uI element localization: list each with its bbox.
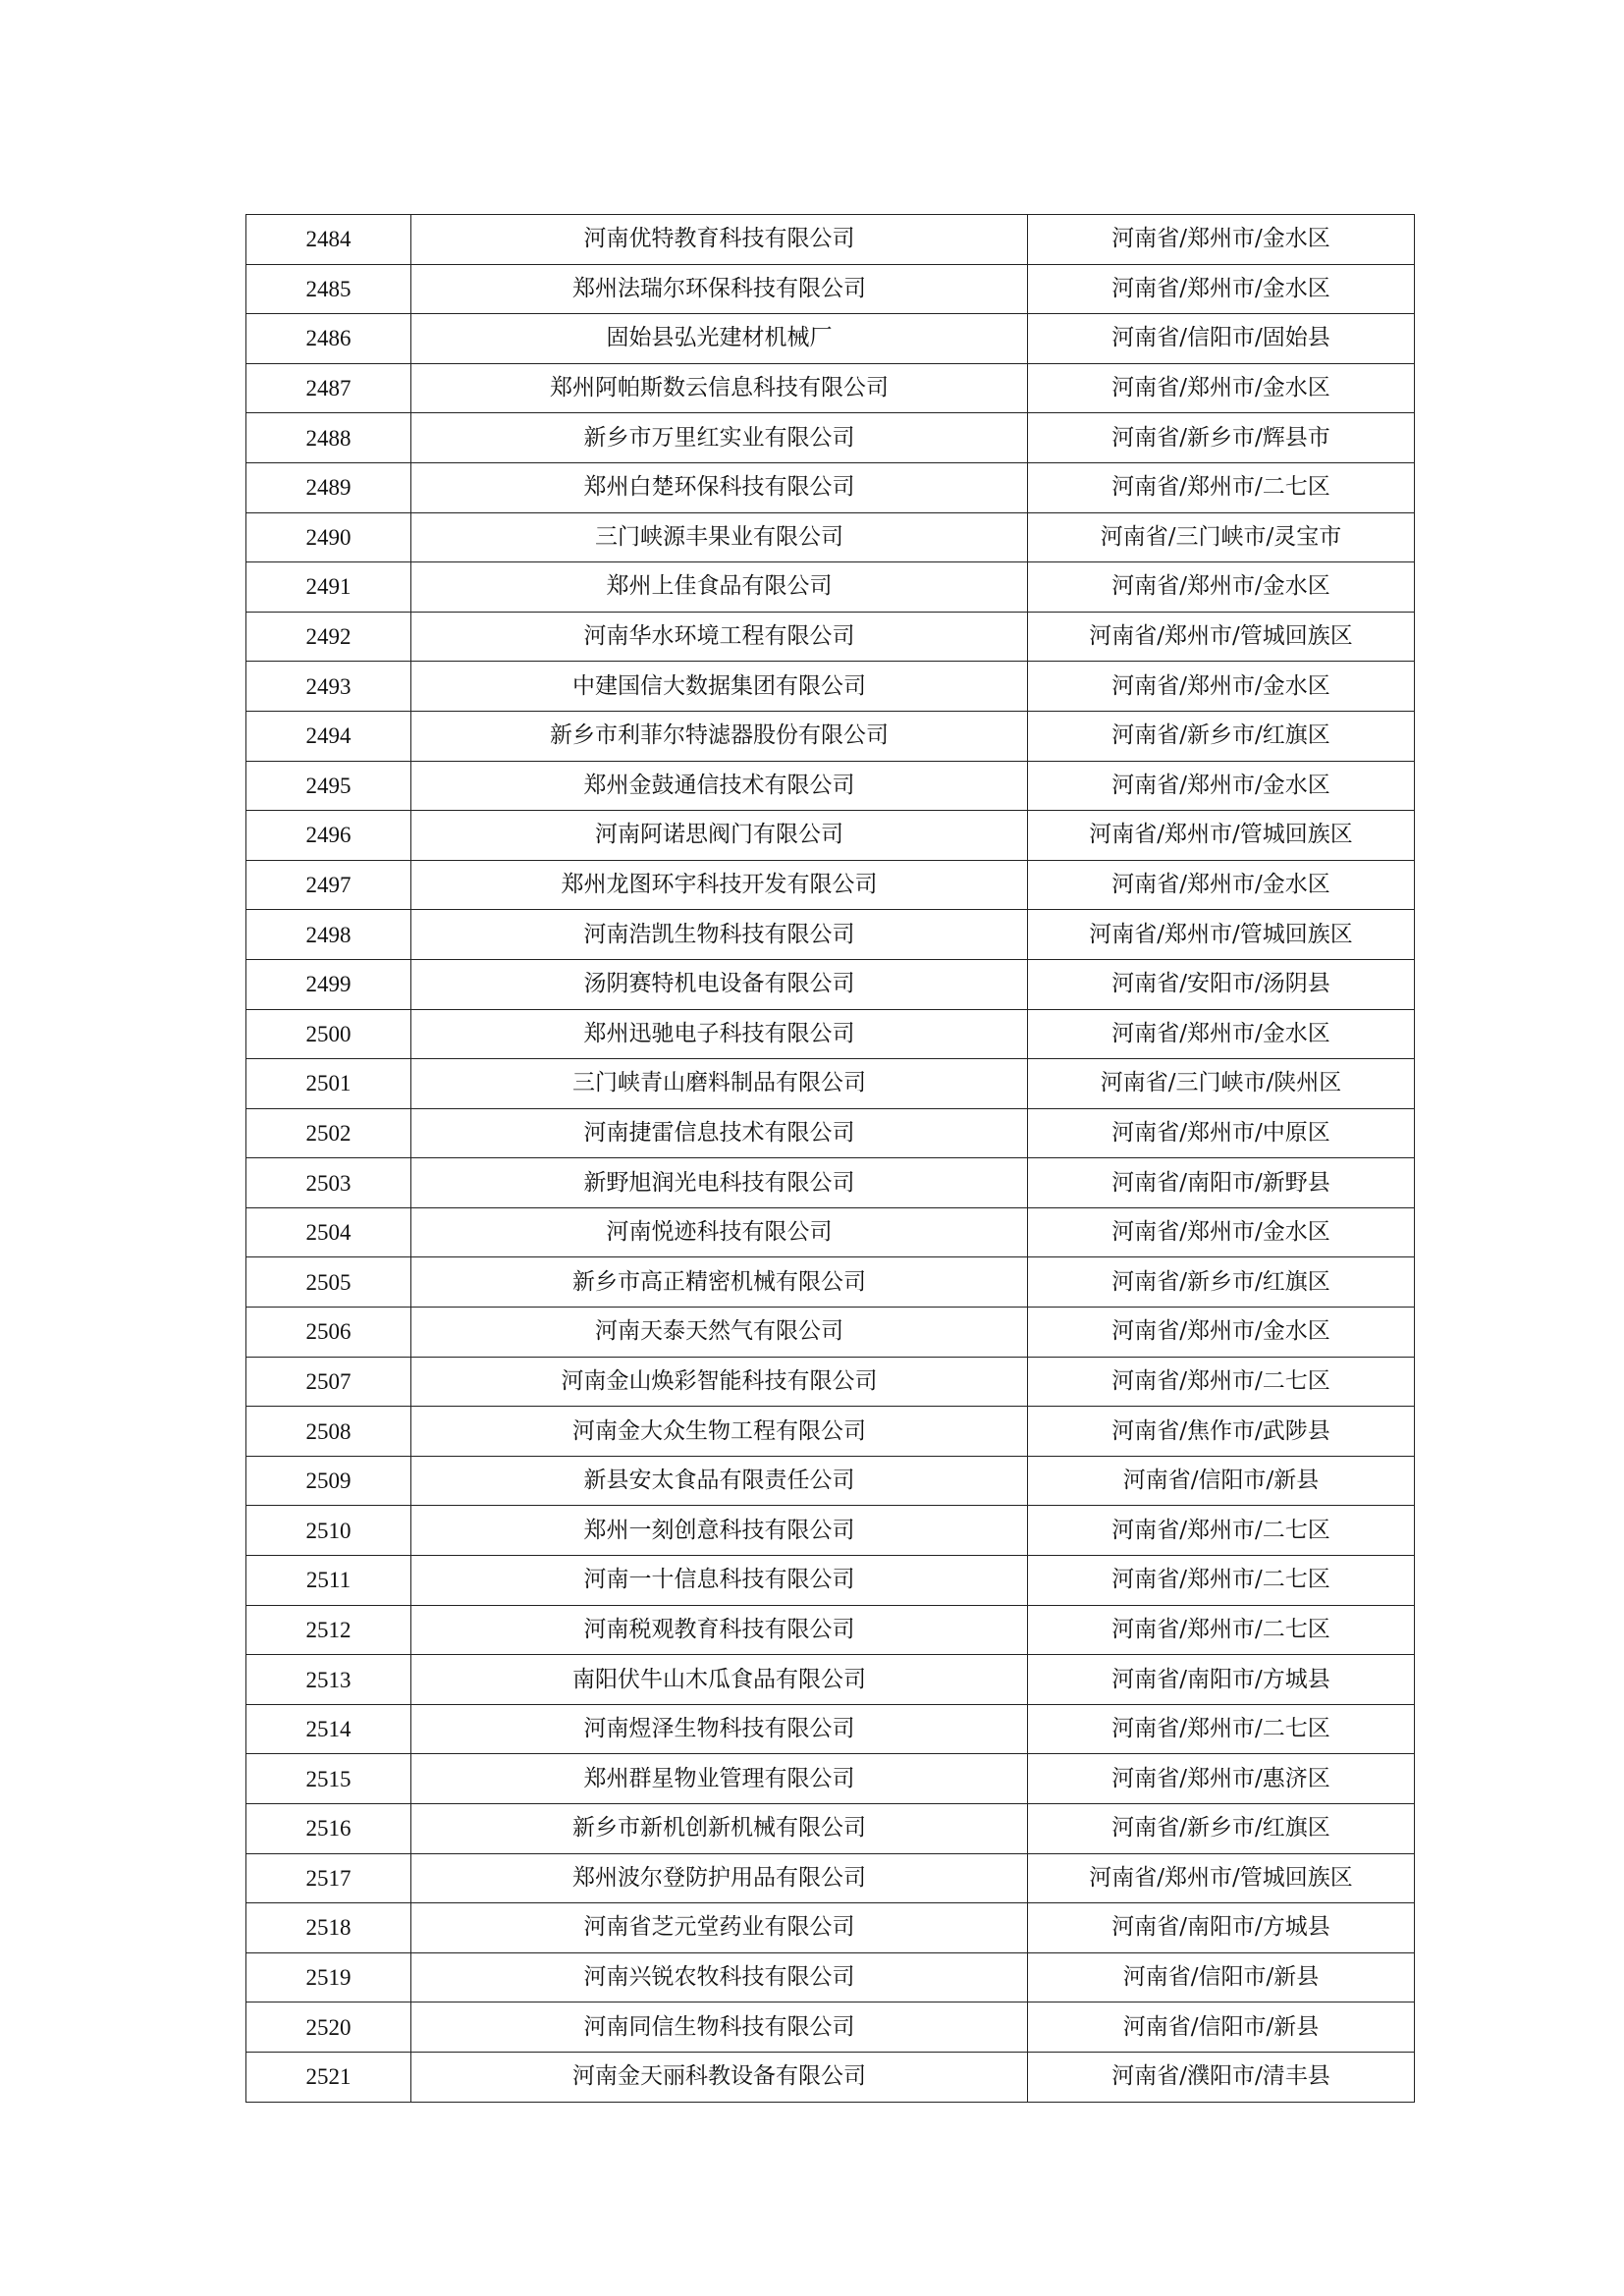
row-number-cell: 2494	[246, 711, 411, 761]
table-row	[246, 811, 1415, 861]
company-list-table	[245, 214, 1415, 2103]
company-name-cell: 新乡市万里红实业有限公司	[411, 413, 1028, 463]
row-number-cell: 2520	[246, 2002, 411, 2053]
company-name-cell: 固始县弘光建材机械厂	[411, 314, 1028, 364]
region-cell: 河南省/郑州市/二七区	[1028, 1357, 1415, 1407]
row-number-cell: 2507	[246, 1357, 411, 1407]
row-number-cell: 2518	[246, 1903, 411, 1953]
company-name-cell: 河南金大众生物工程有限公司	[411, 1407, 1028, 1457]
table-row	[246, 1704, 1415, 1754]
region-cell: 河南省/郑州市/二七区	[1028, 1506, 1415, 1556]
table-row	[246, 1257, 1415, 1308]
row-number-cell: 2492	[246, 612, 411, 662]
region-cell: 河南省/信阳市/新县	[1028, 1952, 1415, 2002]
company-name-cell: 新乡市新机创新机械有限公司	[411, 1804, 1028, 1854]
table-row	[246, 662, 1415, 712]
region-cell: 河南省/郑州市/中原区	[1028, 1108, 1415, 1158]
row-number-cell: 2504	[246, 1207, 411, 1257]
company-name-cell: 郑州法瑞尔环保科技有限公司	[411, 264, 1028, 314]
company-name-cell: 河南优特教育科技有限公司	[411, 215, 1028, 265]
table-row	[246, 1605, 1415, 1655]
table-row	[246, 1308, 1415, 1358]
row-number-cell: 2487	[246, 363, 411, 413]
row-number-cell: 2517	[246, 1853, 411, 1903]
region-cell: 河南省/安阳市/汤阴县	[1028, 959, 1415, 1009]
company-name-cell: 河南煜泽生物科技有限公司	[411, 1704, 1028, 1754]
company-name-cell: 郑州白楚环保科技有限公司	[411, 462, 1028, 512]
region-cell: 河南省/郑州市/惠济区	[1028, 1754, 1415, 1804]
row-number-cell: 2511	[246, 1556, 411, 1606]
company-name-cell: 郑州金鼓通信技术有限公司	[411, 761, 1028, 811]
company-name-cell: 郑州阿帕斯数云信息科技有限公司	[411, 363, 1028, 413]
region-cell: 河南省/郑州市/金水区	[1028, 264, 1415, 314]
table-row	[246, 2002, 1415, 2053]
company-name-cell: 河南阿诺思阀门有限公司	[411, 811, 1028, 861]
table-row	[246, 215, 1415, 265]
company-list-body	[246, 215, 1415, 2103]
company-name-cell: 河南悦迹科技有限公司	[411, 1207, 1028, 1257]
region-cell: 河南省/郑州市/二七区	[1028, 1605, 1415, 1655]
row-number-cell: 2489	[246, 462, 411, 512]
row-number-cell: 2515	[246, 1754, 411, 1804]
region-cell: 河南省/郑州市/金水区	[1028, 1009, 1415, 1059]
table-row	[246, 1009, 1415, 1059]
row-number-cell: 2512	[246, 1605, 411, 1655]
row-number-cell: 2505	[246, 1257, 411, 1308]
row-number-cell: 2484	[246, 215, 411, 265]
table-row	[246, 761, 1415, 811]
table-row	[246, 1456, 1415, 1506]
region-cell: 河南省/三门峡市/灵宝市	[1028, 512, 1415, 562]
table-row	[246, 2052, 1415, 2102]
company-name-cell: 河南天泰天然气有限公司	[411, 1308, 1028, 1358]
company-name-cell: 新乡市利菲尔特滤器股份有限公司	[411, 711, 1028, 761]
company-name-cell: 河南金山焕彩智能科技有限公司	[411, 1357, 1028, 1407]
table-row	[246, 612, 1415, 662]
region-cell: 河南省/郑州市/金水区	[1028, 1207, 1415, 1257]
region-cell: 河南省/新乡市/红旗区	[1028, 1804, 1415, 1854]
table-row	[246, 1108, 1415, 1158]
company-name-cell: 郑州龙图环宇科技开发有限公司	[411, 860, 1028, 910]
table-row	[246, 462, 1415, 512]
region-cell: 河南省/郑州市/金水区	[1028, 860, 1415, 910]
row-number-cell: 2488	[246, 413, 411, 463]
company-name-cell: 中建国信大数据集团有限公司	[411, 662, 1028, 712]
company-name-cell: 河南税观教育科技有限公司	[411, 1605, 1028, 1655]
table-row	[246, 1506, 1415, 1556]
company-name-cell: 郑州群星物业管理有限公司	[411, 1754, 1028, 1804]
company-name-cell: 河南省芝元堂药业有限公司	[411, 1903, 1028, 1953]
region-cell: 河南省/南阳市/方城县	[1028, 1903, 1415, 1953]
table-row	[246, 1804, 1415, 1854]
table-row	[246, 711, 1415, 761]
company-name-cell: 新乡市高正精密机械有限公司	[411, 1257, 1028, 1308]
region-cell: 河南省/南阳市/新野县	[1028, 1158, 1415, 1208]
region-cell: 河南省/郑州市/金水区	[1028, 363, 1415, 413]
table-row	[246, 959, 1415, 1009]
row-number-cell: 2495	[246, 761, 411, 811]
table-row	[246, 512, 1415, 562]
region-cell: 河南省/南阳市/方城县	[1028, 1655, 1415, 1705]
row-number-cell: 2493	[246, 662, 411, 712]
row-number-cell: 2513	[246, 1655, 411, 1705]
table-row	[246, 1556, 1415, 1606]
table-row	[246, 562, 1415, 613]
region-cell: 河南省/郑州市/管城回族区	[1028, 612, 1415, 662]
company-name-cell: 河南浩凯生物科技有限公司	[411, 910, 1028, 960]
table-row	[246, 1207, 1415, 1257]
row-number-cell: 2486	[246, 314, 411, 364]
row-number-cell: 2516	[246, 1804, 411, 1854]
table-row	[246, 413, 1415, 463]
table-row	[246, 910, 1415, 960]
row-number-cell: 2497	[246, 860, 411, 910]
company-name-cell: 汤阴赛特机电设备有限公司	[411, 959, 1028, 1009]
region-cell: 河南省/信阳市/新县	[1028, 1456, 1415, 1506]
row-number-cell: 2514	[246, 1704, 411, 1754]
region-cell: 河南省/郑州市/金水区	[1028, 1308, 1415, 1358]
row-number-cell: 2490	[246, 512, 411, 562]
row-number-cell: 2501	[246, 1059, 411, 1109]
region-cell: 河南省/新乡市/红旗区	[1028, 1257, 1415, 1308]
company-name-cell: 三门峡源丰果业有限公司	[411, 512, 1028, 562]
company-name-cell: 郑州上佳食品有限公司	[411, 562, 1028, 613]
region-cell: 河南省/郑州市/管城回族区	[1028, 811, 1415, 861]
region-cell: 河南省/郑州市/金水区	[1028, 662, 1415, 712]
row-number-cell: 2502	[246, 1108, 411, 1158]
table-row	[246, 1903, 1415, 1953]
region-cell: 河南省/濮阳市/清丰县	[1028, 2052, 1415, 2102]
row-number-cell: 2508	[246, 1407, 411, 1457]
company-name-cell: 河南兴锐农牧科技有限公司	[411, 1952, 1028, 2002]
region-cell: 河南省/三门峡市/陕州区	[1028, 1059, 1415, 1109]
company-name-cell: 新县安太食品有限责任公司	[411, 1456, 1028, 1506]
row-number-cell: 2510	[246, 1506, 411, 1556]
table-row	[246, 264, 1415, 314]
table-row	[246, 860, 1415, 910]
region-cell: 河南省/郑州市/管城回族区	[1028, 1853, 1415, 1903]
region-cell: 河南省/新乡市/辉县市	[1028, 413, 1415, 463]
row-number-cell: 2496	[246, 811, 411, 861]
row-number-cell: 2499	[246, 959, 411, 1009]
region-cell: 河南省/信阳市/新县	[1028, 2002, 1415, 2053]
company-name-cell: 河南华水环境工程有限公司	[411, 612, 1028, 662]
company-name-cell: 河南金天丽科教设备有限公司	[411, 2052, 1028, 2102]
row-number-cell: 2519	[246, 1952, 411, 2002]
region-cell: 河南省/郑州市/二七区	[1028, 462, 1415, 512]
region-cell: 河南省/郑州市/二七区	[1028, 1704, 1415, 1754]
row-number-cell: 2521	[246, 2052, 411, 2102]
table-row	[246, 1059, 1415, 1109]
region-cell: 河南省/郑州市/金水区	[1028, 215, 1415, 265]
table-row	[246, 1407, 1415, 1457]
table-row	[246, 363, 1415, 413]
row-number-cell: 2491	[246, 562, 411, 613]
region-cell: 河南省/郑州市/二七区	[1028, 1556, 1415, 1606]
region-cell: 河南省/郑州市/金水区	[1028, 562, 1415, 613]
region-cell: 河南省/焦作市/武陟县	[1028, 1407, 1415, 1457]
table-row	[246, 1952, 1415, 2002]
region-cell: 河南省/郑州市/管城回族区	[1028, 910, 1415, 960]
region-cell: 河南省/信阳市/固始县	[1028, 314, 1415, 364]
row-number-cell: 2485	[246, 264, 411, 314]
region-cell: 河南省/郑州市/金水区	[1028, 761, 1415, 811]
company-name-cell: 郑州迅驰电子科技有限公司	[411, 1009, 1028, 1059]
table-row	[246, 1158, 1415, 1208]
row-number-cell: 2498	[246, 910, 411, 960]
company-name-cell: 河南同信生物科技有限公司	[411, 2002, 1028, 2053]
row-number-cell: 2509	[246, 1456, 411, 1506]
row-number-cell: 2500	[246, 1009, 411, 1059]
company-name-cell: 郑州一刻创意科技有限公司	[411, 1506, 1028, 1556]
company-name-cell: 三门峡青山磨料制品有限公司	[411, 1059, 1028, 1109]
table-row	[246, 314, 1415, 364]
table-row	[246, 1357, 1415, 1407]
table-row	[246, 1655, 1415, 1705]
company-name-cell: 河南一十信息科技有限公司	[411, 1556, 1028, 1606]
table-row	[246, 1853, 1415, 1903]
company-name-cell: 郑州波尔登防护用品有限公司	[411, 1853, 1028, 1903]
table-row	[246, 1754, 1415, 1804]
row-number-cell: 2503	[246, 1158, 411, 1208]
company-name-cell: 新野旭润光电科技有限公司	[411, 1158, 1028, 1208]
row-number-cell: 2506	[246, 1308, 411, 1358]
company-name-cell: 河南捷雷信息技术有限公司	[411, 1108, 1028, 1158]
company-name-cell: 南阳伏牛山木瓜食品有限公司	[411, 1655, 1028, 1705]
region-cell: 河南省/新乡市/红旗区	[1028, 711, 1415, 761]
